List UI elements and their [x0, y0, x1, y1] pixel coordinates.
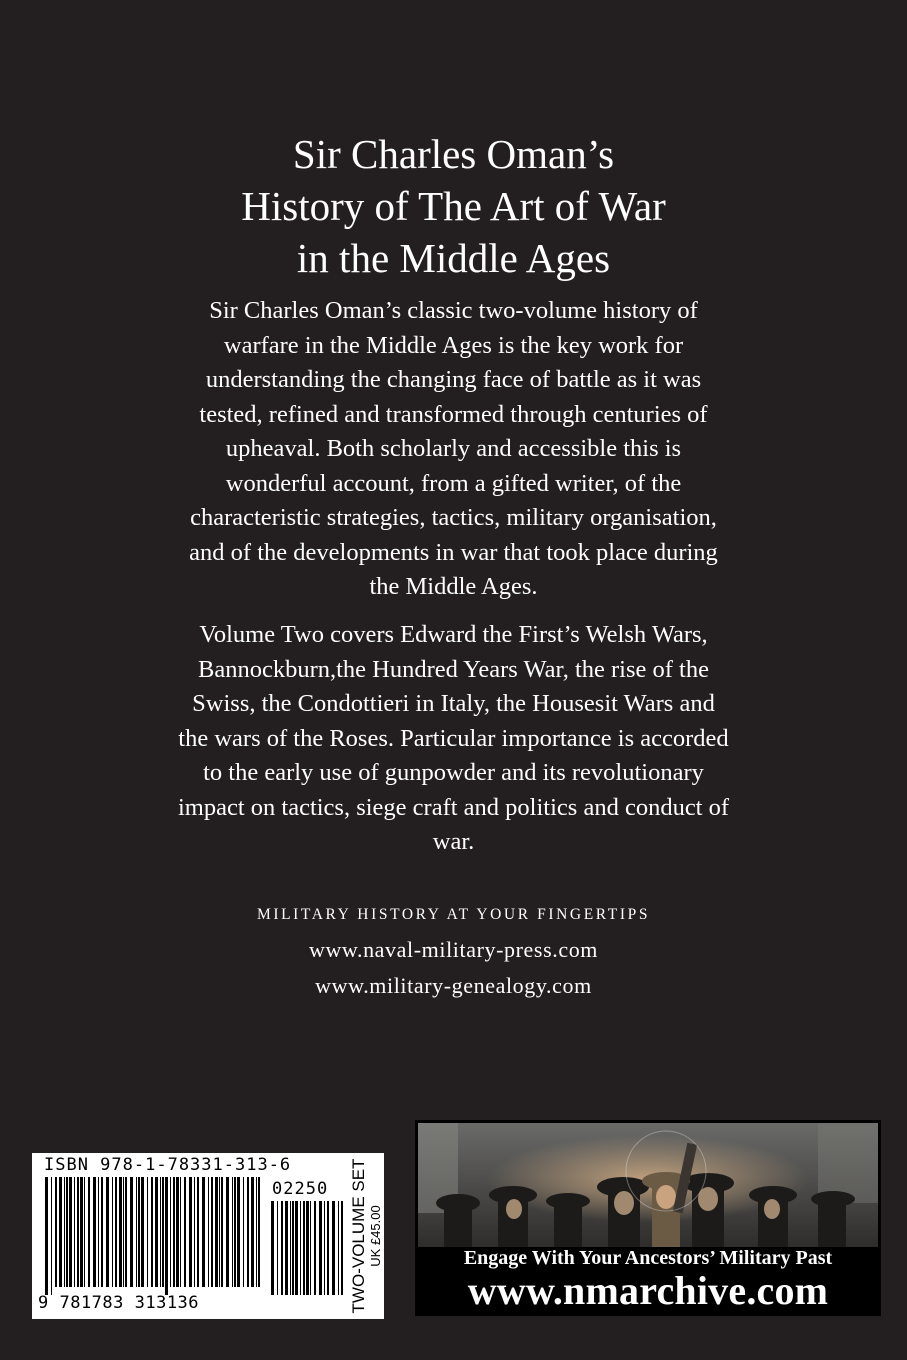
barcode-bar: [69, 1177, 72, 1287]
barcode-bar: [271, 1201, 274, 1295]
barcode-bar: [251, 1177, 254, 1287]
barcode-bar: [165, 1177, 168, 1295]
barcode-bar: [176, 1177, 179, 1287]
barcode-bar: [332, 1201, 335, 1295]
text-line: Bannockburn,the Hundred Years War, the rise of the: [198, 655, 709, 683]
text-line: Volume Two covers Edward the First’s Welsh Wars,: [199, 621, 708, 648]
barcode-bar: [234, 1177, 236, 1287]
barcode-bar: [59, 1177, 62, 1287]
ean-digits-label: 9 781783 313136: [38, 1293, 200, 1313]
barcode-bar: [258, 1177, 260, 1287]
barcode-bar: [77, 1177, 79, 1287]
barcode-bar: [277, 1201, 278, 1295]
barcode-bar: [211, 1177, 213, 1287]
barcode-bar: [141, 1177, 144, 1287]
barcode-bar: [173, 1177, 175, 1287]
barcode-bar: [221, 1177, 223, 1287]
barcode-bar: [184, 1177, 186, 1287]
barcode-bar: [98, 1177, 99, 1287]
barcode-bar: [226, 1177, 229, 1287]
barcode-bar: [151, 1177, 153, 1287]
barcode-bar: [55, 1177, 57, 1287]
barcode-bar: [136, 1177, 137, 1287]
barcode-bar: [237, 1177, 240, 1287]
barcode-bar: [306, 1201, 309, 1295]
text-line: characteristic strategies, tactics, military organisation,: [190, 504, 717, 531]
barcode-bar: [125, 1177, 127, 1287]
publisher-url: www.naval-military-press.com: [308, 937, 599, 962]
text-line: warfare in the Middle Ages is the key work for: [223, 331, 684, 359]
text-line: the Middle Ages.: [369, 573, 538, 600]
barcode-bar: [170, 1177, 171, 1287]
description-paragraph-1: [0, 294, 907, 605]
advert-url: www.nmarchive.com: [467, 1268, 829, 1313]
price-label: UK £45.00: [368, 1205, 383, 1267]
barcode-bar: [341, 1201, 343, 1295]
barcode-bar: [303, 1201, 305, 1295]
barcode-bar: [88, 1177, 90, 1287]
barcode-bar: [84, 1177, 85, 1287]
barcode-bar: [64, 1177, 65, 1287]
nmarchive-advert: [415, 1120, 881, 1316]
text-line: impact on tactics, siege craft and politics and conduct of: [177, 793, 730, 821]
publisher-tagline: MILITARY HISTORY AT YOUR FINGERTIPS: [256, 906, 651, 923]
barcode-bar: [93, 1177, 96, 1287]
barcode-bar: [160, 1177, 161, 1287]
barcode-bar: [202, 1177, 205, 1287]
soldiers-photo: [418, 1123, 878, 1247]
barcode-bar: [324, 1201, 325, 1295]
barcode-bar: [194, 1177, 195, 1287]
barcode-bar: [80, 1177, 83, 1287]
text-line: war.: [432, 828, 475, 855]
text-line: and of the developments in war that took place during: [189, 538, 718, 566]
barcode-bar: [327, 1201, 329, 1295]
text-line: upheaval. Both scholarly and accessible this is: [225, 435, 682, 462]
barcode-bar: [147, 1177, 148, 1287]
book-title: [0, 128, 907, 284]
text-line: wonderful account, from a gifted writer, of the: [225, 469, 682, 497]
barcode-bar: [74, 1177, 75, 1287]
price-code-label: 02250: [272, 1179, 329, 1199]
barcode-bar: [66, 1177, 68, 1287]
ean-barcode: [44, 1177, 262, 1295]
genealogy-url: www.military-genealogy.com: [315, 973, 592, 998]
text-line: the wars of the Roses. Particular importance is accorded: [178, 724, 729, 752]
barcode-bar: [119, 1177, 122, 1287]
title-line: History of The Art of War: [241, 183, 666, 229]
barcode-panel: [32, 1153, 384, 1319]
barcode-bar: [180, 1177, 181, 1287]
text-line: Swiss, the Condottieri in Italy, the Housesit Wars and: [192, 690, 715, 717]
addon-barcode: [270, 1201, 346, 1295]
advert-slogan: Engage With Your Ancestors’ Military Past: [463, 1247, 833, 1269]
barcode-bar: [300, 1201, 301, 1295]
barcode-bar: [243, 1177, 244, 1287]
barcode-bar: [155, 1177, 158, 1287]
barcode-bar: [115, 1177, 117, 1287]
text-line: understanding the changing face of battle as it was: [205, 366, 702, 393]
barcode-bar: [290, 1201, 291, 1295]
barcode-bar: [45, 1177, 48, 1295]
barcode-bar: [106, 1177, 109, 1287]
title-line: Sir Charles Oman’s: [292, 131, 615, 177]
set-label: TWO-VOLUME SET: [349, 1158, 368, 1314]
isbn-label: ISBN 978-1-78331-313-6: [44, 1155, 292, 1175]
barcode-bar: [138, 1177, 140, 1287]
barcode-bar: [219, 1177, 220, 1287]
barcode-bar: [247, 1177, 249, 1287]
barcode-bar: [51, 1177, 52, 1295]
barcode-bar: [285, 1201, 288, 1295]
description-paragraph-2: [0, 618, 907, 860]
barcode-bar: [208, 1177, 209, 1287]
barcode-bar: [319, 1201, 322, 1295]
barcode-bar: [256, 1177, 257, 1287]
barcode-bar: [112, 1177, 113, 1287]
barcode-bar: [189, 1177, 192, 1287]
barcode-bar: [215, 1177, 218, 1287]
barcode-bar: [314, 1201, 316, 1295]
barcode-bar: [130, 1177, 133, 1287]
barcode-bar: [197, 1177, 199, 1287]
barcode-bar: [232, 1177, 233, 1287]
text-line: tested, refined and transformed through centuries of: [199, 400, 708, 428]
barcode-bar: [101, 1177, 103, 1287]
barcode-bar: [123, 1177, 124, 1287]
barcode-bar: [310, 1201, 311, 1295]
text-line: to the early use of gunpowder and its revolutionary: [203, 759, 704, 786]
barcode-bar: [295, 1201, 298, 1295]
barcode-bar: [162, 1177, 164, 1287]
text-line: Sir Charles Oman’s classic two-volume history of: [209, 297, 698, 324]
barcode-bar: [281, 1201, 283, 1295]
title-line: in the Middle Ages: [296, 235, 611, 281]
barcode-bar: [338, 1201, 339, 1295]
barcode-bar: [292, 1201, 294, 1295]
